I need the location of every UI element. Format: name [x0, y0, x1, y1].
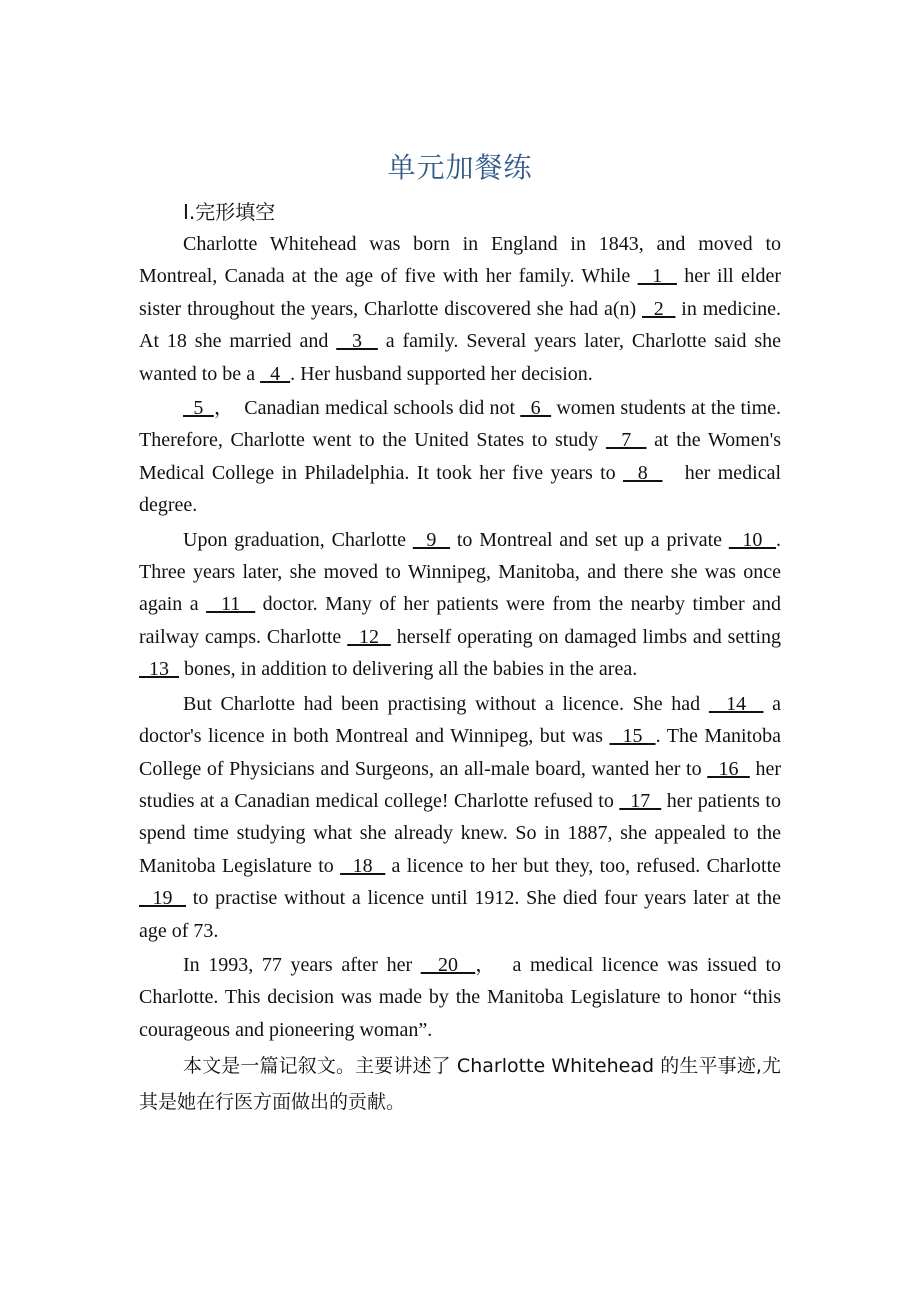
- text: her ill elder sister throughout the years, Charlotte discovered she had a(n): [139, 265, 782, 320]
- text: her medical degree.: [139, 461, 782, 517]
- blank-13: 13: [139, 658, 179, 681]
- blank-20: 20: [420, 953, 476, 976]
- page-title: 单元加餐练: [387, 151, 533, 184]
- text: to practise without a licence until 1912. She died four years later at the age of 73.: [139, 887, 781, 942]
- blank-8: 8: [623, 461, 663, 484]
- blank-7: 7: [605, 429, 647, 452]
- blank-15: 15: [609, 725, 656, 748]
- blank-2: 2: [642, 297, 676, 320]
- text: a doctor's licence in both Montreal and Winnipeg, but was: [139, 692, 781, 748]
- blank-6: 6: [520, 397, 552, 420]
- blank-4: 4: [260, 362, 291, 385]
- blank-9: 9: [412, 528, 451, 551]
- passage: [139, 228, 781, 1120]
- text: ， Canadian medical schools did not: [213, 397, 521, 420]
- blank-17: 17: [619, 789, 662, 812]
- blank-12: 12: [347, 625, 391, 648]
- text: herself operating on damaged limbs and setting: [390, 625, 781, 648]
- blank-5: 5: [183, 397, 214, 420]
- text: ， a medical licence was issued to Charlotte. This decision was made by the Manitoba Legislature to honor “this courageous and pioneering woman”.: [139, 953, 782, 1041]
- text: But Charlotte had been practising without a licence. She had: [183, 692, 709, 715]
- paragraph-1: [139, 228, 781, 390]
- section-heading: Ⅰ.完形填空: [183, 200, 276, 224]
- paragraph-3: [139, 524, 781, 686]
- text: her studies at a Canadian medical college! Charlotte refused to: [139, 757, 781, 812]
- text: in medicine. At 18 she married and: [139, 297, 782, 353]
- blank-16: 16: [707, 757, 750, 780]
- blank-3: 3: [336, 330, 378, 353]
- blank-19: 19: [139, 887, 187, 910]
- blank-18: 18: [340, 854, 386, 877]
- paragraph-2: [139, 392, 781, 522]
- text: . The Manitoba College of Physicians and Surgeons, an all-male board, wanted her to: [139, 725, 781, 780]
- blank-1: 1: [637, 265, 677, 288]
- text: bones, in addition to delivering all the babies in the area.: [179, 658, 638, 681]
- text: Charlotte Whitehead was born in England in 1843, and moved to Montreal, Canada at the age of five with her family. While: [139, 233, 781, 288]
- text: women students at the time. Therefore, Charlotte went to the United States to study: [139, 397, 782, 452]
- text: . Three years later, she moved to Winnipeg, Manitoba, and there she was once again a: [139, 528, 782, 616]
- text: . Her husband supported her decision.: [290, 362, 593, 385]
- blank-11: 11: [206, 593, 256, 616]
- text: a licence to her but they, too, refused. Charlotte: [385, 854, 782, 877]
- text: her patients to spend time studying what she already knew. So in 1887, she appealed to the Manitoba Legislature to: [139, 789, 781, 877]
- text: In 1993, 77 years after her: [183, 953, 421, 976]
- text: Upon graduation, Charlotte: [183, 528, 413, 551]
- text: at the Women's Medical College in Philadelphia. It took her five years to: [139, 429, 781, 484]
- paragraph-4: [139, 688, 781, 947]
- text: to Montreal and set up a private: [450, 528, 729, 551]
- blank-14: 14: [708, 692, 764, 715]
- paragraph-5: [139, 949, 781, 1046]
- blank-10: 10: [728, 528, 777, 551]
- text: doctor. Many of her patients were from the nearby timber and railway camps. Charlotte: [139, 593, 781, 648]
- text: a family. Several years later, Charlotte said she wanted to be a: [139, 330, 782, 385]
- summary-note: 本文是一篇记叙文。主要讲述了 Charlotte Whitehead 的生平事迹,尤其是她在行医方面做出的贡献。: [139, 1055, 781, 1114]
